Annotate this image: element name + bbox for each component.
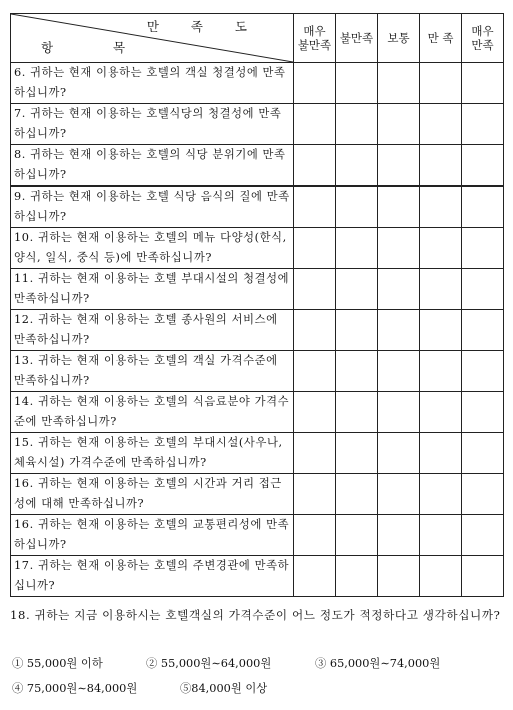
question-text: 9. 귀하는 현재 이용하는 호텔 식당 음식의 질에 만족하십니까? xyxy=(11,186,294,228)
answer-cell-satisfied[interactable] xyxy=(420,515,462,556)
question-18: 18. 귀하는 지금 이용하시는 호텔객실의 가격수준이 어느 정도가 적정하다고 생각하십니까? xyxy=(10,608,501,622)
question-row xyxy=(11,63,504,104)
answer-cell-satisfied[interactable] xyxy=(420,556,462,597)
answer-cell-very-dissatisfied[interactable] xyxy=(294,63,336,104)
answer-cell-dissatisfied[interactable] xyxy=(336,269,378,310)
answer-cell-very-dissatisfied[interactable] xyxy=(294,351,336,392)
answer-cell-satisfied[interactable] xyxy=(420,269,462,310)
question-row xyxy=(11,474,504,515)
answer-cell-very-satisfied[interactable] xyxy=(462,351,504,392)
question-row xyxy=(11,515,504,556)
answer-cell-neutral[interactable] xyxy=(378,515,420,556)
scale-very-satisfied: 매우 만족 xyxy=(462,14,504,63)
answer-cell-neutral[interactable] xyxy=(378,186,420,228)
answer-cell-satisfied[interactable] xyxy=(420,433,462,474)
answer-cell-dissatisfied[interactable] xyxy=(336,433,378,474)
question-row xyxy=(11,228,504,269)
question-row xyxy=(11,310,504,351)
question-row xyxy=(11,186,504,228)
question-text: 14. 귀하는 현재 이용하는 호텔의 식음료분야 가격수준에 만족하십니까? xyxy=(11,392,294,433)
answer-cell-dissatisfied[interactable] xyxy=(336,186,378,228)
answer-cell-very-dissatisfied[interactable] xyxy=(294,515,336,556)
question-row xyxy=(11,269,504,310)
header-diagonal-cell xyxy=(11,14,294,63)
question-text: 13. 귀하는 현재 이용하는 호텔의 객실 가격수준에 만족하십니까? xyxy=(11,351,294,392)
answer-cell-satisfied[interactable] xyxy=(420,228,462,269)
satisfaction-survey-table xyxy=(10,13,504,597)
answer-cell-neutral[interactable] xyxy=(378,145,420,187)
scale-neutral: 보통 xyxy=(378,14,420,63)
answer-cell-very-dissatisfied[interactable] xyxy=(294,433,336,474)
answer-cell-dissatisfied[interactable] xyxy=(336,515,378,556)
answer-cell-very-satisfied[interactable] xyxy=(462,515,504,556)
answer-cell-dissatisfied[interactable] xyxy=(336,310,378,351)
option-1[interactable]: ① 55,000원 이하 xyxy=(12,657,103,670)
answer-cell-satisfied[interactable] xyxy=(420,310,462,351)
scale-very-dissatisfied: 매우 불만족 xyxy=(294,14,336,63)
answer-cell-satisfied[interactable] xyxy=(420,351,462,392)
answer-cell-satisfied[interactable] xyxy=(420,186,462,228)
answer-cell-very-satisfied[interactable] xyxy=(462,186,504,228)
answer-cell-very-satisfied[interactable] xyxy=(462,474,504,515)
answer-cell-very-dissatisfied[interactable] xyxy=(294,474,336,515)
question-row xyxy=(11,104,504,145)
question-row xyxy=(11,433,504,474)
answer-cell-very-dissatisfied[interactable] xyxy=(294,310,336,351)
answer-cell-satisfied[interactable] xyxy=(420,63,462,104)
answer-cell-very-dissatisfied[interactable] xyxy=(294,104,336,145)
answer-cell-very-satisfied[interactable] xyxy=(462,228,504,269)
answer-cell-very-satisfied[interactable] xyxy=(462,310,504,351)
answer-cell-satisfied[interactable] xyxy=(420,104,462,145)
question-row xyxy=(11,145,504,187)
answer-cell-dissatisfied[interactable] xyxy=(336,104,378,145)
answer-cell-very-satisfied[interactable] xyxy=(462,104,504,145)
answer-cell-neutral[interactable] xyxy=(378,351,420,392)
answer-cell-neutral[interactable] xyxy=(378,556,420,597)
table-header-row xyxy=(11,14,504,63)
question-text: 10. 귀하는 현재 이용하는 호텔의 메뉴 다양성(한식, 양식, 일식, 중식 등)에 만족하십니까? xyxy=(11,228,294,269)
answer-cell-very-satisfied[interactable] xyxy=(462,145,504,187)
answer-cell-neutral[interactable] xyxy=(378,474,420,515)
answer-cell-very-dissatisfied[interactable] xyxy=(294,145,336,187)
answer-cell-dissatisfied[interactable] xyxy=(336,351,378,392)
answer-cell-neutral[interactable] xyxy=(378,310,420,351)
option-5[interactable]: ⑤84,000원 이상 xyxy=(180,682,268,695)
question-text: 15. 귀하는 현재 이용하는 호텔의 부대시설(사우나, 체육시설) 가격수준에 만족하십니까? xyxy=(11,433,294,474)
answer-cell-neutral[interactable] xyxy=(378,433,420,474)
answer-cell-very-satisfied[interactable] xyxy=(462,556,504,597)
scale-dissatisfied: 불만족 xyxy=(336,14,378,63)
answer-cell-satisfied[interactable] xyxy=(420,392,462,433)
answer-cell-dissatisfied[interactable] xyxy=(336,392,378,433)
answer-cell-very-satisfied[interactable] xyxy=(462,269,504,310)
answer-cell-dissatisfied[interactable] xyxy=(336,228,378,269)
answer-cell-dissatisfied[interactable] xyxy=(336,63,378,104)
answer-cell-neutral[interactable] xyxy=(378,392,420,433)
question-text: 6. 귀하는 현재 이용하는 호텔의 객실 청결성에 만족하십니까? xyxy=(11,63,294,104)
answer-cell-very-satisfied[interactable] xyxy=(462,433,504,474)
answer-cell-neutral[interactable] xyxy=(378,269,420,310)
question-text: 7. 귀하는 현재 이용하는 호텔식당의 청결성에 만족하십니까? xyxy=(11,104,294,145)
scale-satisfied: 만 족 xyxy=(420,14,462,63)
question-text: 17. 귀하는 현재 이용하는 호텔의 주변경관에 만족하십니까? xyxy=(11,556,294,597)
answer-cell-very-satisfied[interactable] xyxy=(462,63,504,104)
answer-cell-very-dissatisfied[interactable] xyxy=(294,269,336,310)
question-row xyxy=(11,556,504,597)
answer-cell-dissatisfied[interactable] xyxy=(336,145,378,187)
option-3[interactable]: ③ 65,000원∼74,000원 xyxy=(315,657,441,670)
question-row xyxy=(11,392,504,433)
question-text: 11. 귀하는 현재 이용하는 호텔 부대시설의 청결성에 만족하십니까? xyxy=(11,269,294,310)
answer-cell-dissatisfied[interactable] xyxy=(336,556,378,597)
question-text: 16. 귀하는 현재 이용하는 호텔의 시간과 거리 접근성에 대해 만족하십니까? xyxy=(11,474,294,515)
answer-cell-neutral[interactable] xyxy=(378,104,420,145)
answer-cell-dissatisfied[interactable] xyxy=(336,474,378,515)
answer-cell-very-dissatisfied[interactable] xyxy=(294,186,336,228)
question-text: 16. 귀하는 현재 이용하는 호텔의 교통편리성에 만족하십니까? xyxy=(11,515,294,556)
option-2[interactable]: ② 55,000원∼64,000원 xyxy=(146,657,272,670)
satisfaction-label: 만 족 도 xyxy=(146,19,261,34)
answer-cell-very-dissatisfied[interactable] xyxy=(294,556,336,597)
question-row xyxy=(11,351,504,392)
answer-cell-neutral[interactable] xyxy=(378,63,420,104)
answer-cell-very-dissatisfied[interactable] xyxy=(294,392,336,433)
option-4[interactable]: ④ 75,000원∼84,000원 xyxy=(12,682,138,695)
item-label: 항 목 xyxy=(41,40,154,56)
question-text: 12. 귀하는 현재 이용하는 호텔 종사원의 서비스에 만족하십니까? xyxy=(11,310,294,351)
answer-cell-neutral[interactable] xyxy=(378,228,420,269)
answer-cell-satisfied[interactable] xyxy=(420,474,462,515)
question-text: 8. 귀하는 현재 이용하는 호텔의 식당 분위기에 만족하십니까? xyxy=(11,145,294,187)
answer-cell-very-satisfied[interactable] xyxy=(462,392,504,433)
answer-cell-satisfied[interactable] xyxy=(420,145,462,187)
answer-cell-very-dissatisfied[interactable] xyxy=(294,228,336,269)
